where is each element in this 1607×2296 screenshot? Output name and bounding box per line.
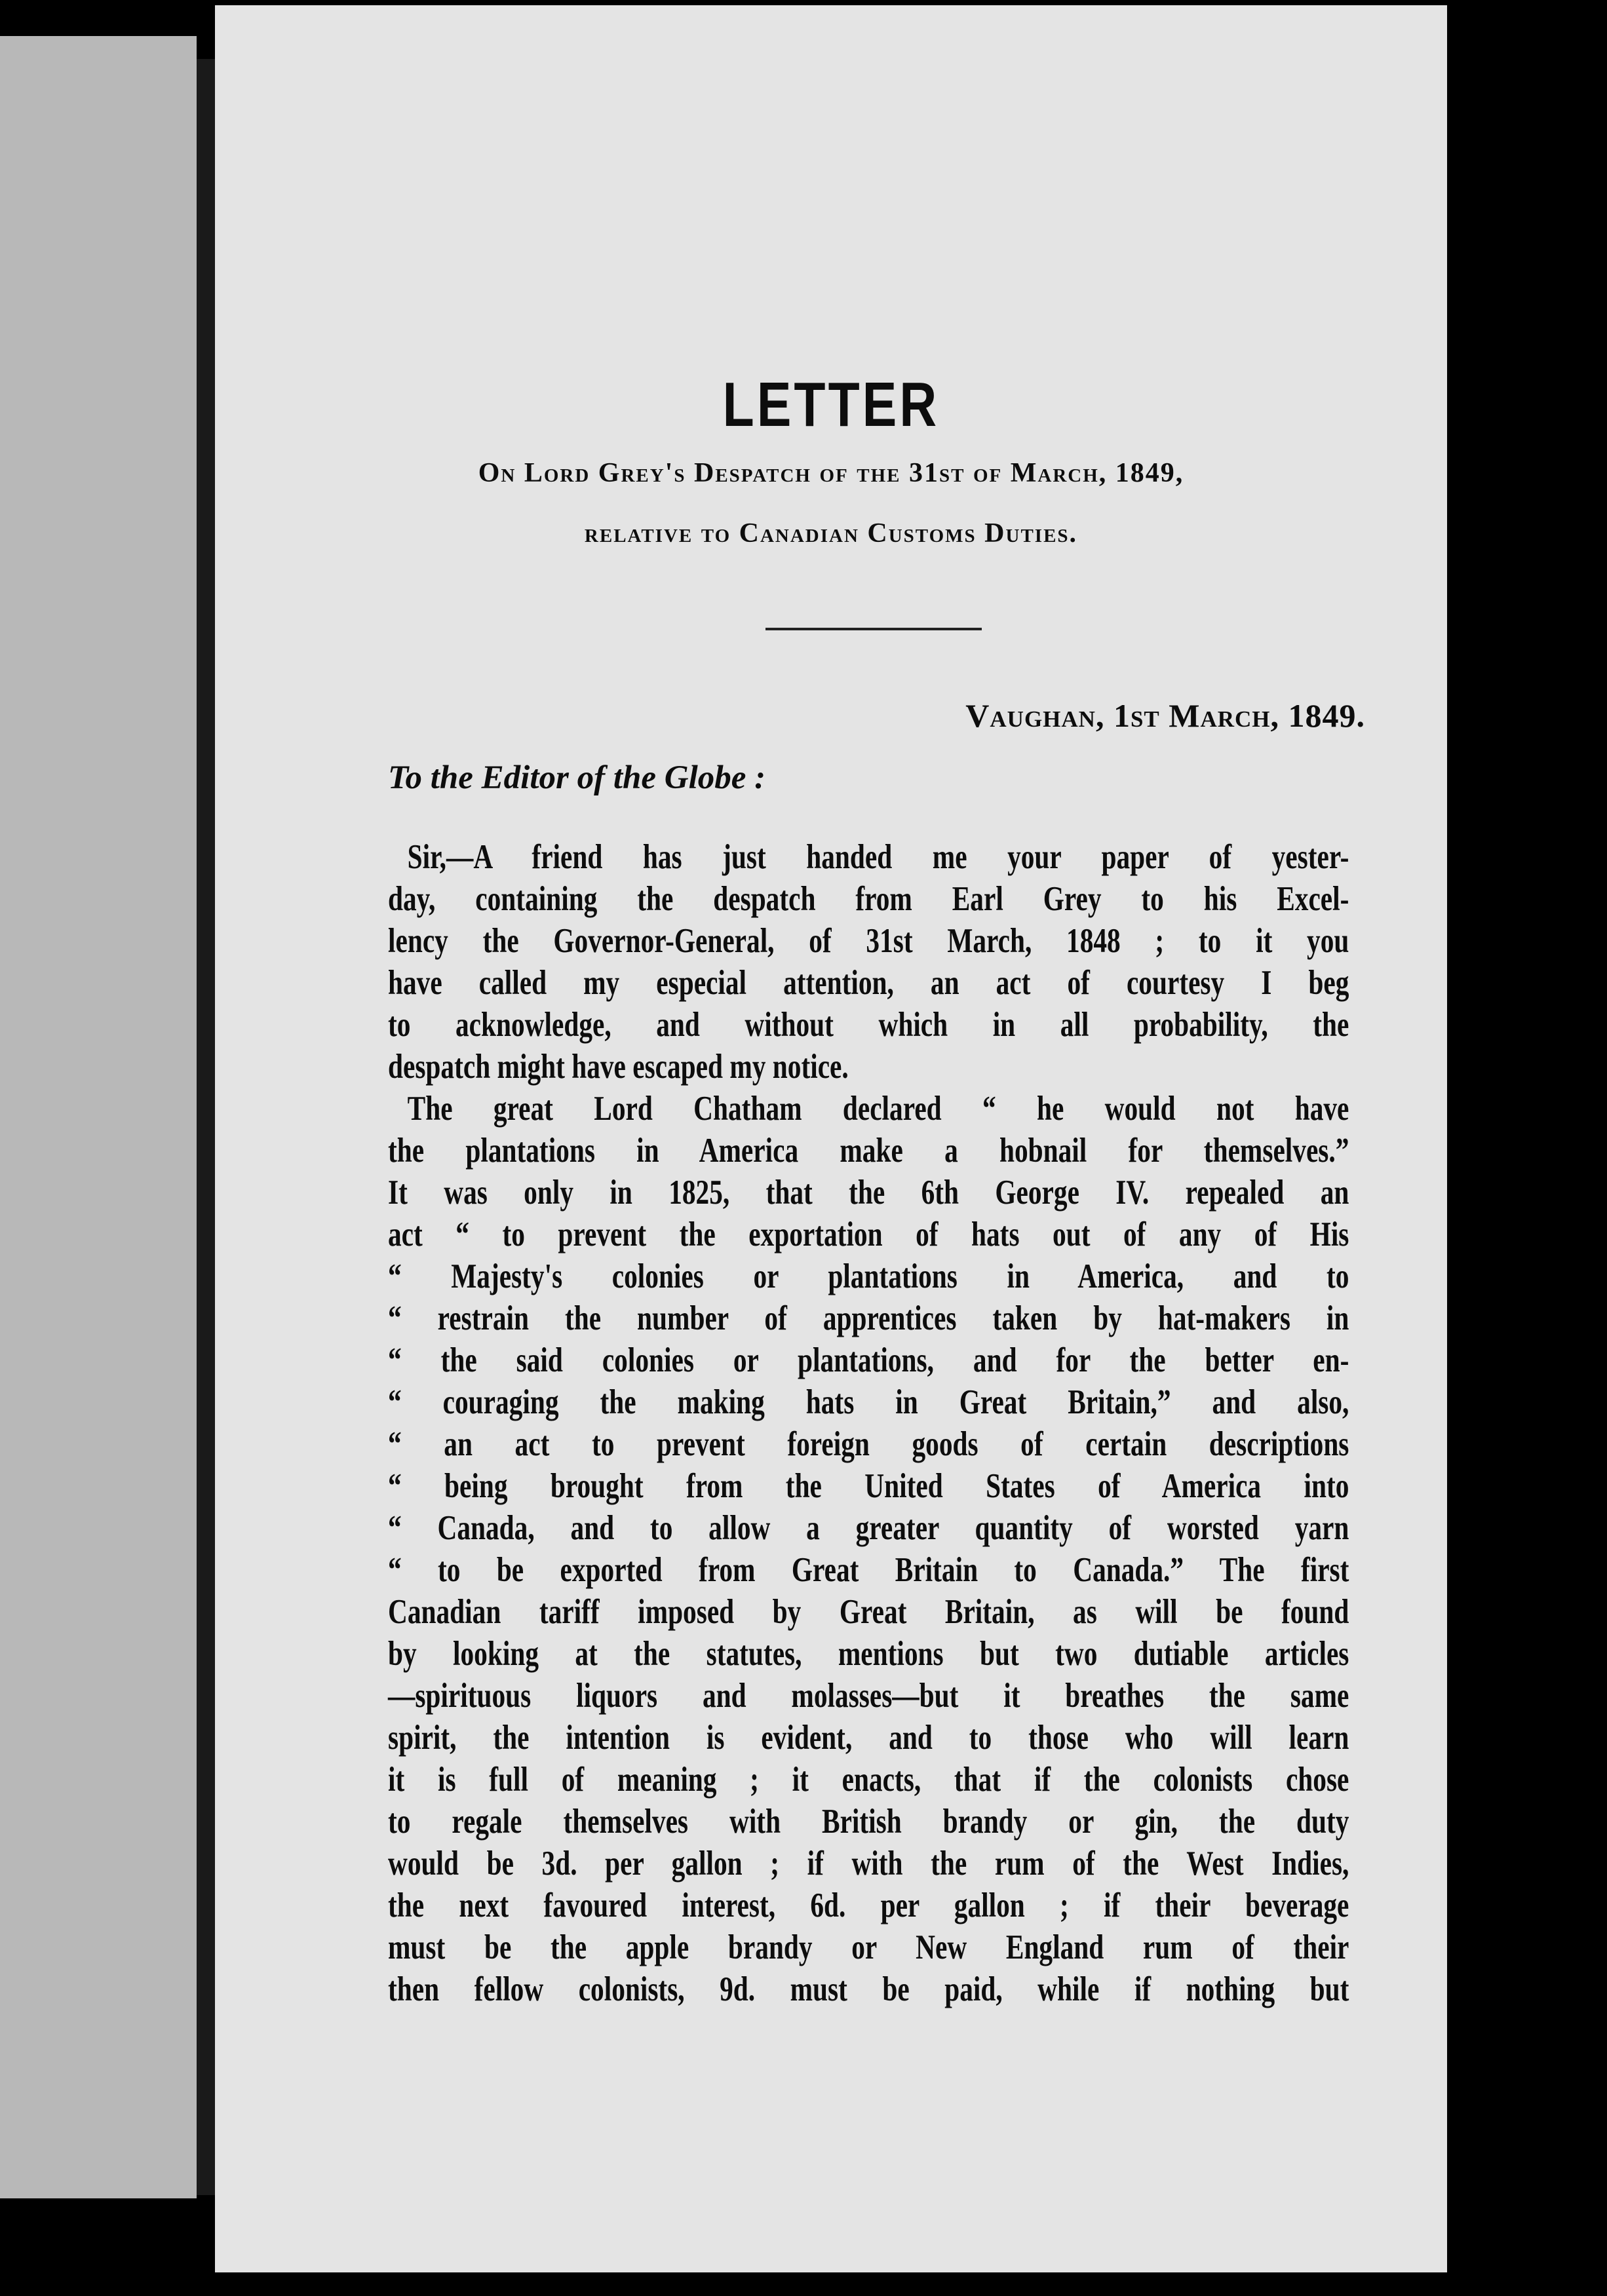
body-line: by looking at the statutes, mentions but two dutiable articles bbox=[388, 1635, 1349, 1673]
salutation: To the Editor of the Globe : bbox=[388, 759, 766, 796]
body-line: “ couraging the making hats in Great Britain,” and also, bbox=[388, 1383, 1349, 1421]
body-line: “ an act to prevent foreign goods of certain descriptions bbox=[388, 1425, 1349, 1463]
body-line: despatch might have escaped my notice. bbox=[388, 1048, 849, 1086]
body-line: “ Canada, and to allow a greater quantity of worsted yarn bbox=[388, 1509, 1349, 1547]
body-line: “ restrain the number of apprentices taken by hat-makers in bbox=[388, 1299, 1349, 1337]
body-line: the next favoured interest, 6d. per gallon ; if their beverage bbox=[388, 1886, 1349, 1924]
letter-body bbox=[388, 836, 1349, 2010]
title-divider bbox=[765, 628, 982, 630]
body-line: have called my especial attention, an act of courtesy I beg bbox=[388, 964, 1349, 1002]
body-line: —spirituous liquors and molasses—but it breathes the same bbox=[388, 1677, 1349, 1715]
body-line: to regale themselves with British brandy or gin, the duty bbox=[388, 1803, 1349, 1841]
body-line: Sir,—A friend has just handed me your paper of yester- bbox=[407, 838, 1349, 876]
binding-shadow bbox=[197, 59, 215, 2195]
body-line: spirit, the intention is evident, and to those who will learn bbox=[388, 1719, 1349, 1757]
body-line: act “ to prevent the exportation of hats out of any of His bbox=[388, 1215, 1349, 1253]
body-line: it is full of meaning ; it enacts, that if the colonists chose bbox=[388, 1761, 1349, 1799]
dateline: Vaughan, 1st March, 1849. bbox=[965, 697, 1365, 734]
body-line: would be 3d. per gallon ; if with the rum of the West Indies, bbox=[388, 1845, 1349, 1883]
body-line: the plantations in America make a hobnail for themselves.” bbox=[388, 1132, 1349, 1170]
body-line: “ Majesty's colonies or plantations in America, and to bbox=[388, 1257, 1349, 1295]
body-line: day, containing the despatch from Earl Grey to his Excel- bbox=[388, 880, 1349, 918]
body-line: It was only in 1825, that the 6th George IV. repealed an bbox=[388, 1174, 1349, 1212]
body-line: “ the said colonies or plantations, and for the better en- bbox=[388, 1341, 1349, 1379]
body-line: must be the apple brandy or New England rum of their bbox=[388, 1928, 1349, 1966]
document-page bbox=[215, 5, 1447, 2272]
body-line: lency the Governor-General, of 31st March, 1848 ; to it you bbox=[388, 922, 1349, 960]
body-line: to acknowledge, and without which in all probability, the bbox=[388, 1006, 1349, 1044]
body-line: then fellow colonists, 9d. must be paid, while if nothing but bbox=[388, 1970, 1349, 2008]
body-line: The great Lord Chatham declared “ he would not have bbox=[407, 1090, 1349, 1128]
subtitle-line-1: On Lord Grey's Despatch of the 31st of March, 1849, bbox=[478, 458, 1184, 488]
body-line: Canadian tariff imposed by Great Britain, as will be found bbox=[388, 1593, 1349, 1631]
body-line: “ to be exported from Great Britain to Canada.” The first bbox=[388, 1551, 1349, 1589]
body-line: “ being brought from the United States of America into bbox=[388, 1467, 1349, 1505]
document-title: LETTER bbox=[722, 370, 940, 440]
left-page-edge bbox=[0, 36, 197, 2198]
subtitle-line-2: relative to Canadian Customs Duties. bbox=[584, 518, 1078, 548]
